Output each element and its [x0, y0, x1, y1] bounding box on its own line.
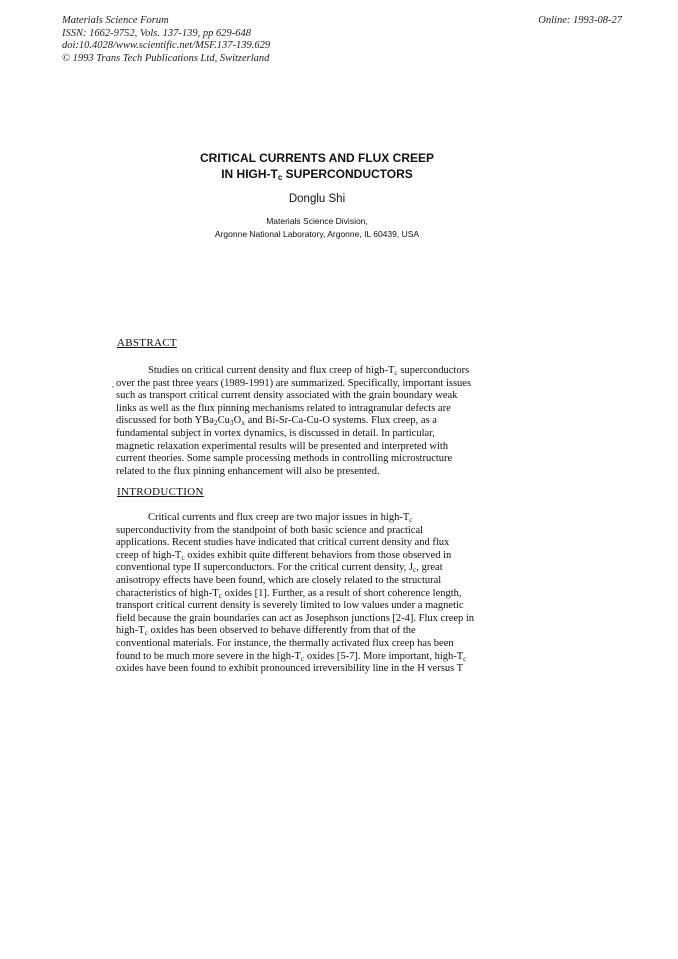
abstract-line: related to the flux pinning enhancement will also be presented.	[116, 465, 380, 477]
online-date: Online: 1993-08-27	[538, 15, 622, 26]
intro-line: superconductivity from the standpoint of both basic science and practical	[116, 524, 424, 536]
abstract-line: such as transport critical current density associated with the grain boundary weak	[116, 390, 458, 402]
issn-line: ISSN: 1662-9752, Vols. 137-139, pp 629-648	[62, 27, 251, 39]
intro-line: applications. Recent studies have indicated that critical current density and flux	[116, 537, 450, 549]
abstract-line: over the past three years (1989-1991) are summarized. Specifically, important issues	[116, 377, 472, 389]
abstract-line: magnetic relaxation experimental results will be presented and interpreted with	[116, 440, 449, 452]
intro-line: conventional type II superconductors. For the critical current density, $J_c$, great	[116, 562, 443, 575]
introduction-heading: INTRODUCTION	[117, 486, 204, 498]
affiliation	[0, 215, 634, 241]
intro-line: oxides have been found to exhibit pronounced irreversibility line in the H versus T	[116, 663, 464, 675]
intro-line: found to be much more severe in the high-$T_c$ oxides [5-7]. More important, high-$T_c$	[116, 650, 467, 663]
intro-line: anisotropy effects have been found, which are closely related to the structural	[116, 574, 442, 586]
intro-line: high-$T_c$ oxides has been observed to behave differently from that of the	[116, 625, 416, 638]
paper-title	[0, 150, 634, 186]
abstract-line: current theories. Some sample processing methods in controlling microstructure	[116, 453, 453, 465]
journal-metadata	[62, 15, 270, 65]
intro-line: transport critical current density is severely limited to low values under a magnetic	[116, 600, 464, 612]
abstract-heading: ABSTRACT	[117, 337, 177, 349]
abstract-line: discussed for both $YBa_2Cu_3O_x$ and Bi-Sr-Ca-Cu-O systems. Flux creep, as a	[116, 415, 437, 428]
intro-line: creep of high-$T_c$ oxides exhibit quite different behaviors from those observed in	[116, 549, 452, 562]
title-line-2	[0, 166, 634, 186]
stray-comma-mark: ,	[112, 380, 114, 389]
affiliation-line-2: Argonne National Laboratory, Argonne, IL 60439, USA	[214, 229, 420, 239]
affiliation-line-1: Materials Science Division,	[266, 216, 368, 226]
intro-line: Critical currents and flux creep are two major issues in high-$T_c$	[148, 512, 413, 524]
journal-name: Materials Science Forum	[62, 15, 169, 26]
doi-line: doi:10.4028/www.scientific.net/MSF.137-139.629	[62, 40, 271, 51]
title-line-2-prefix: IN HIGH-T	[221, 167, 278, 181]
abstract-line: links as well as the flux pinning mechanisms related to intragranular defects are	[116, 402, 451, 414]
abstract-line: Studies on critical current density and flux creep of high-$T_c$ superconductors	[148, 365, 470, 377]
intro-line: field because the grain boundaries can act as Josephson junctions [2-4]. Flux creep in	[116, 612, 475, 624]
introduction-body	[116, 512, 534, 676]
copyright-line: © 1993 Trans Tech Publications Ltd, Switzerland	[62, 52, 270, 64]
intro-line: characteristics of high-$T_c$ oxides [1]. Further, as a result of short coherence length,	[116, 587, 462, 600]
title-line-1: CRITICAL CURRENTS AND FLUX CREEP	[199, 151, 434, 165]
title-subscript: c	[277, 173, 283, 182]
abstract-body	[116, 365, 534, 478]
author-name: Donglu Shi	[288, 193, 346, 205]
abstract-line: fundamental subject in vortex dynamics, is discussed in detail. In particular,	[116, 427, 435, 439]
title-line-2-suffix: SUPERCONDUCTORS	[282, 167, 413, 181]
intro-line: conventional materials. For instance, the thermally activated flux creep has been	[116, 637, 454, 649]
